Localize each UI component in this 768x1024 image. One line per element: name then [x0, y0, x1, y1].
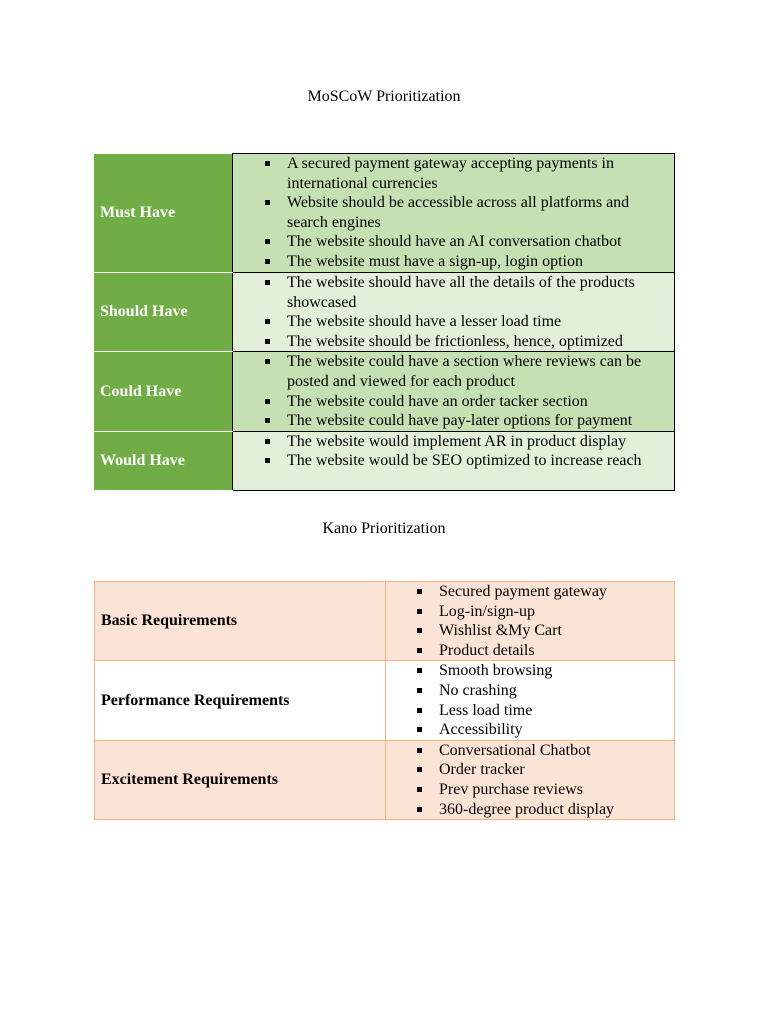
- table-row: [94, 154, 675, 273]
- moscow-title: MoSCoW Prioritization: [307, 88, 461, 105]
- items-cell: [386, 661, 675, 740]
- kano-title: Kano Prioritization: [322, 520, 446, 537]
- table-row: [94, 352, 675, 431]
- list-item: Smooth browsing: [386, 661, 674, 681]
- list-item: Log-in/sign-up: [386, 602, 674, 622]
- items-cell: [386, 740, 675, 819]
- list-item: The website should be frictionless, hence, optimized: [233, 332, 674, 352]
- table-row: [94, 273, 675, 352]
- list-item: Order tracker: [386, 760, 674, 780]
- list-item: The website should have all the details of the products showcased: [233, 273, 674, 312]
- table-row: [94, 431, 675, 490]
- category-label: Must Have: [94, 154, 233, 273]
- category-label: Performance Requirements: [95, 661, 386, 740]
- moscow-table: [94, 153, 675, 491]
- list-item: Less load time: [386, 701, 674, 721]
- list-item: 360-degree product display: [386, 800, 674, 820]
- list-item: The website could have a section where reviews can be posted and viewed for each product: [233, 352, 674, 391]
- list-item: The website should have an AI conversation chatbot: [233, 232, 674, 252]
- table-row: [95, 661, 675, 740]
- items-cell: [386, 582, 675, 661]
- category-label: Could Have: [94, 352, 233, 431]
- items-cell: [233, 273, 675, 352]
- list-item: Product details: [386, 641, 674, 661]
- list-item: Accessibility: [386, 720, 674, 740]
- list-item: No crashing: [386, 681, 674, 701]
- list-item: Secured payment gateway: [386, 582, 674, 602]
- category-label: Excitement Requirements: [95, 740, 386, 819]
- list-item: A secured payment gateway accepting payments in international currencies: [233, 154, 674, 193]
- table-row: [95, 740, 675, 819]
- items-cell: [233, 431, 675, 490]
- list-item: The website must have a sign-up, login option: [233, 252, 674, 272]
- table-row: [95, 582, 675, 661]
- list-item: The website could have an order tacker section: [233, 392, 674, 412]
- list-item: Prev purchase reviews: [386, 780, 674, 800]
- list-item: Conversational Chatbot: [386, 741, 674, 761]
- list-item: Wishlist &My Cart: [386, 621, 674, 641]
- list-item: Website should be accessible across all platforms and search engines: [233, 193, 674, 232]
- items-cell: [233, 154, 675, 273]
- category-label: Would Have: [94, 431, 233, 490]
- items-cell: [233, 352, 675, 431]
- category-label: Should Have: [94, 273, 233, 352]
- kano-table: [94, 581, 675, 820]
- category-label: Basic Requirements: [95, 582, 386, 661]
- list-item: The website would implement AR in product display: [233, 432, 674, 452]
- list-item: The website should have a lesser load time: [233, 312, 674, 332]
- list-item: The website could have pay-later options for payment: [233, 411, 674, 431]
- list-item: The website would be SEO optimized to increase reach: [233, 451, 674, 471]
